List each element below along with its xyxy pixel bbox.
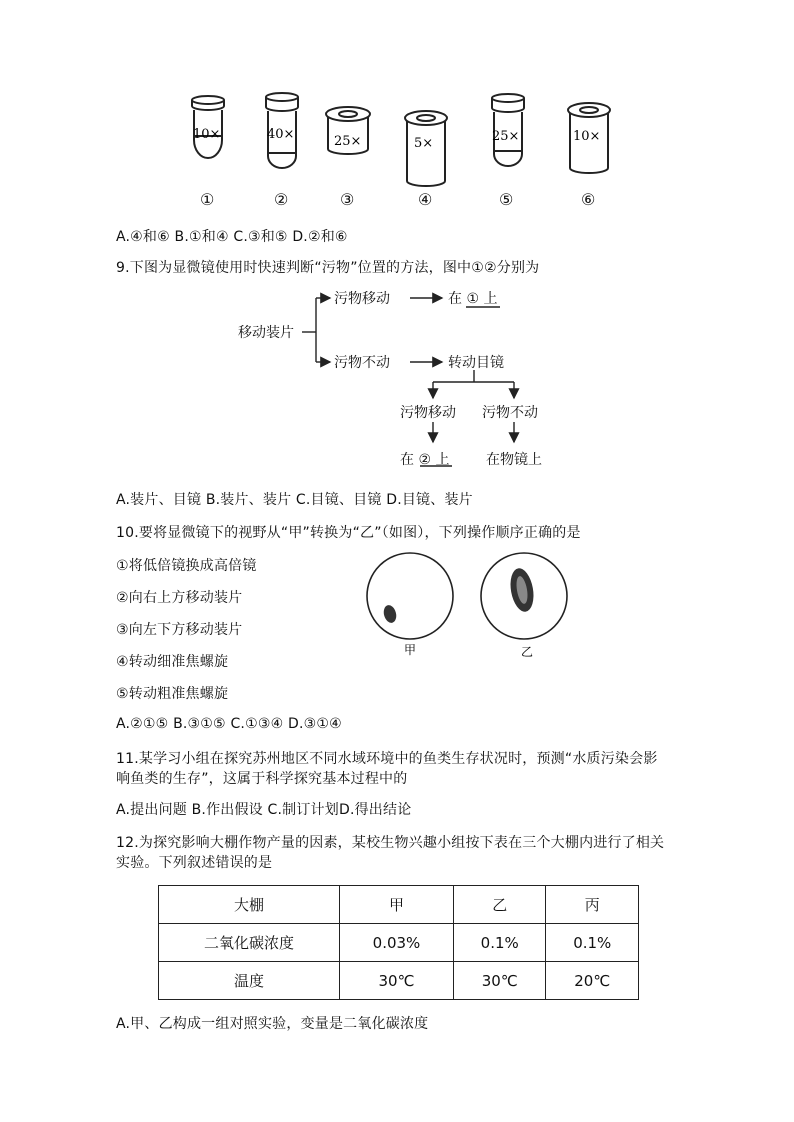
lens-label-1: 10× [193,127,221,142]
specimen-a [382,604,398,624]
table-cell: 0.1% [453,924,546,962]
q9-stem: 9.下图为显微镜使用时快速判断“污物”位置的方法，图中①②分别为 [116,260,540,276]
q8-options: A.④和⑥ B.①和④ C.③和⑤ D.②和⑥ [116,229,348,245]
flow-result-3: 在物镜上 [486,452,542,468]
table-row [159,962,639,1000]
table-header-cell: 大棚 [159,886,340,924]
q10-step-3: ③向左下方移动装片 [116,622,243,638]
greenhouse-table [158,885,639,1000]
table-cell: 0.1% [546,924,639,962]
flow-moves: 污物移动 [334,291,390,307]
lens-num-2: ② [274,190,289,209]
lens-num-4: ④ [418,190,433,209]
lens-label-4: 5× [414,136,434,151]
lens-num-5: ⑤ [499,190,514,209]
lens-num-6: ⑥ [581,190,596,209]
q11-line-2: 响鱼类的生存”，这属于科学探究基本过程中的 [116,771,408,787]
view-field-figure [364,550,574,665]
table-cell: 30℃ [453,962,546,1000]
flow-diagram [230,282,570,477]
lens-num-3: ③ [340,190,355,209]
table-row [159,924,639,962]
flow-turn: 转动目镜 [448,355,504,371]
lens-num-1: ① [200,190,215,209]
lens-figure [180,88,630,193]
q12-line-1: 12.为探究影响大棚作物产量的因素，某校生物兴趣小组按下表在三个大棚内进行了相关 [116,835,665,851]
field-a-circle [367,553,453,639]
q10-stem: 10.要将显微镜下的视野从“甲”转换为“乙”（如图），下列操作顺序正确的是 [116,525,581,541]
lens-label-3: 25× [334,134,362,149]
flow-still-2: 污物不动 [482,405,538,421]
q11-options: A.提出问题 B.作出假设 C.制订计划D.得出结论 [116,802,412,818]
q12-option-a: A.甲、乙构成一组对照实验，变量是二氧化碳浓度 [116,1016,429,1032]
q9-options: A.装片、目镜 B.装片、装片 C.目镜、目镜 D.目镜、装片 [116,492,473,508]
q10-step-4: ④转动细准焦螺旋 [116,654,229,670]
fig-label-b: 乙 [521,645,534,659]
table-cell: 温度 [159,962,340,1000]
q12-line-2: 实验。下列叙述错误的是 [116,855,273,871]
table-header-cell: 甲 [340,886,454,924]
lens-label-6: 10× [573,129,601,144]
table-header-cell: 丙 [546,886,639,924]
fig-label-a: 甲 [404,643,417,657]
table-cell: 30℃ [340,962,454,1000]
q11-line-1: 11.某学习小组在探究苏州地区不同水域环境中的鱼类生存状况时，预测“水质污染会影 [116,751,658,767]
table-header-row [159,886,639,924]
flow-result-1: 在 ① 上 [448,291,498,307]
lens-label-5: 25× [492,129,520,144]
q10-step-2: ②向右上方移动装片 [116,590,243,606]
table-cell: 20℃ [546,962,639,1000]
flow-result-2: 在 ② 上 [400,452,450,468]
flow-moves-2: 污物移动 [400,405,456,421]
q10-step-1: ①将低倍镜换成高倍镜 [116,558,257,574]
table-header-cell: 乙 [453,886,546,924]
lens-label-2: 40× [267,127,295,142]
table-cell: 0.03% [340,924,454,962]
q10-options: A.②①⑤ B.③①⑤ C.①③④ D.③①④ [116,716,342,732]
table-cell: 二氧化碳浓度 [159,924,340,962]
flow-still: 污物不动 [334,355,390,371]
q10-step-5: ⑤转动粗准焦螺旋 [116,686,229,702]
flow-root: 移动装片 [238,325,294,341]
